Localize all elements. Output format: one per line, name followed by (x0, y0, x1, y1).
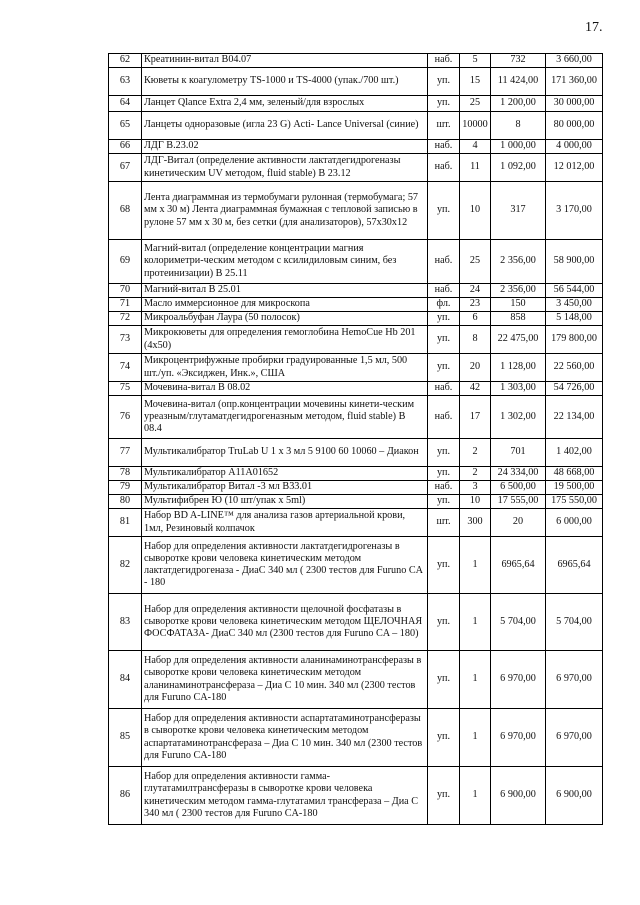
cell-qty: 24 (460, 284, 491, 298)
cell-unit: уп. (428, 326, 460, 354)
cell-total: 3 450,00 (546, 298, 603, 312)
cell-unit: уп. (428, 96, 460, 112)
cell-name: Мультикалибратор А11А01652 (142, 467, 428, 481)
cell-unit: уп. (428, 354, 460, 382)
cell-num: 79 (109, 481, 142, 495)
cell-total: 12 012,00 (546, 154, 603, 182)
cell-total: 48 668,00 (546, 467, 603, 481)
cell-qty: 2 (460, 439, 491, 467)
cell-name: Кюветы к коагулометру TS-1000 и TS-4000 (упак./700 шт.) (142, 68, 428, 96)
cell-unit: наб. (428, 154, 460, 182)
cell-total: 5 148,00 (546, 312, 603, 326)
cell-qty: 3 (460, 481, 491, 495)
cell-name: Набор для определения активности щелочной фосфатазы в сыворотке крови человека кинетическим методом ЩЕЛОЧНАЯ ФОСФАТАЗА- ДиаС 340 мл (2300 тестов для Furuno CA – 180) (142, 594, 428, 651)
cell-total: 1 402,00 (546, 439, 603, 467)
cell-name: Креатинин-витал В04.07 (142, 54, 428, 68)
cell-num: 74 (109, 354, 142, 382)
cell-total: 22 134,00 (546, 396, 603, 439)
cell-unit: наб. (428, 284, 460, 298)
cell-unit: шт. (428, 112, 460, 140)
cell-unit: уп. (428, 182, 460, 240)
cell-num: 80 (109, 495, 142, 509)
cell-total: 56 544,00 (546, 284, 603, 298)
cell-qty: 17 (460, 396, 491, 439)
cell-total: 58 900,00 (546, 240, 603, 284)
cell-total: 6 970,00 (546, 709, 603, 767)
cell-qty: 4 (460, 140, 491, 154)
cell-price: 8 (491, 112, 546, 140)
cell-total: 19 500,00 (546, 481, 603, 495)
cell-name: Ланцеты одноразовые (игла 23 G) Acti- Lance Universal (синие) (142, 112, 428, 140)
cell-total: 6 000,00 (546, 509, 603, 537)
cell-price: 1 000,00 (491, 140, 546, 154)
table-row (109, 495, 603, 509)
cell-unit: уп. (428, 439, 460, 467)
cell-price: 22 475,00 (491, 326, 546, 354)
table-row (109, 354, 603, 382)
table-row (109, 154, 603, 182)
cell-total: 5 704,00 (546, 594, 603, 651)
cell-price: 6 970,00 (491, 709, 546, 767)
cell-price: 6965,64 (491, 537, 546, 594)
table-row (109, 182, 603, 240)
cell-price: 6 970,00 (491, 651, 546, 709)
cell-name: Набор для определения активности аланинаминотрансферазы в сыворотке крови человека кинетическим методом аланинаминотрансфераза – Диа С 10 мин. 340 мл (2300 тестов для Furuno CA-180 (142, 651, 428, 709)
table-row (109, 467, 603, 481)
page-number: 17. (585, 20, 603, 35)
table-row (109, 509, 603, 537)
cell-name: Мочевина-витал (опр.концентрации мочевины кинети-ческим уреазным/глутаматдегидрогеназным методом, fluid stable) В 08.4 (142, 396, 428, 439)
table-row (109, 382, 603, 396)
cell-num: 76 (109, 396, 142, 439)
cell-price: 1 303,00 (491, 382, 546, 396)
cell-price: 6 900,00 (491, 767, 546, 825)
cell-price: 732 (491, 54, 546, 68)
cell-unit: фл. (428, 298, 460, 312)
cell-total: 6 900,00 (546, 767, 603, 825)
cell-num: 78 (109, 467, 142, 481)
table-row (109, 284, 603, 298)
table-row (109, 709, 603, 767)
table-row (109, 54, 603, 68)
cell-unit: уп. (428, 467, 460, 481)
cell-price: 20 (491, 509, 546, 537)
cell-unit: уп. (428, 495, 460, 509)
cell-name: Лента диаграммная из термобумаги рулонная (термобумага; 57 мм х 30 м) Лента диаграммная бумажная с тепловой записью в рулоне 57 мм х 30 м, без сетки (для анализаторов), 57х30х12 (142, 182, 428, 240)
table-row (109, 68, 603, 96)
cell-name: Набор BD A-LINE™ для анализа газов артериальной крови, 1мл, Резиновый колпачок (142, 509, 428, 537)
cell-qty: 10 (460, 182, 491, 240)
table-row (109, 481, 603, 495)
cell-name: Мультифибрен Ю (10 шт/упак х 5ml) (142, 495, 428, 509)
cell-name: ЛДГ В.23.02 (142, 140, 428, 154)
cell-num: 82 (109, 537, 142, 594)
cell-num: 86 (109, 767, 142, 825)
cell-name: Мочевина-витал В 08.02 (142, 382, 428, 396)
cell-qty: 5 (460, 54, 491, 68)
cell-num: 69 (109, 240, 142, 284)
cell-total: 6 970,00 (546, 651, 603, 709)
cell-unit: уп. (428, 767, 460, 825)
cell-qty: 1 (460, 709, 491, 767)
cell-qty: 42 (460, 382, 491, 396)
cell-num: 71 (109, 298, 142, 312)
cell-unit: наб. (428, 240, 460, 284)
cell-total: 30 000,00 (546, 96, 603, 112)
cell-price: 1 092,00 (491, 154, 546, 182)
cell-num: 75 (109, 382, 142, 396)
cell-name: Ланцет Qlance Extra 2,4 мм, зеленый/для взрослых (142, 96, 428, 112)
cell-unit: наб. (428, 54, 460, 68)
cell-name: Мультикалибратор TruLab U 1 х 3 мл 5 9100 60 10060 – Диакон (142, 439, 428, 467)
cell-num: 66 (109, 140, 142, 154)
cell-num: 70 (109, 284, 142, 298)
cell-qty: 1 (460, 537, 491, 594)
table-row (109, 651, 603, 709)
table-row (109, 298, 603, 312)
cell-total: 179 800,00 (546, 326, 603, 354)
cell-qty: 20 (460, 354, 491, 382)
cell-unit: уп. (428, 312, 460, 326)
cell-name: Масло иммерсионное для микроскопа (142, 298, 428, 312)
table-row (109, 439, 603, 467)
cell-price: 17 555,00 (491, 495, 546, 509)
cell-unit: наб. (428, 481, 460, 495)
cell-num: 63 (109, 68, 142, 96)
cell-name: ЛДГ-Витал (определение активности лактатдегидрогеназы кинетическим UV методом, fluid stable) В 23.12 (142, 154, 428, 182)
cell-qty: 10 (460, 495, 491, 509)
cell-name: Магний-витал В 25.01 (142, 284, 428, 298)
cell-num: 68 (109, 182, 142, 240)
cell-qty: 2 (460, 467, 491, 481)
table-row (109, 240, 603, 284)
cell-qty: 1 (460, 594, 491, 651)
cell-price: 701 (491, 439, 546, 467)
cell-name: Набор для определения активности лактатдегидрогеназы в сыворотке крови человека кинетическим методом лактатдегидрогеназа - ДиаС 340 мл ( 2300 тестов для Furuno CA - 180 (142, 537, 428, 594)
cell-price: 1 302,00 (491, 396, 546, 439)
cell-num: 64 (109, 96, 142, 112)
cell-unit: уп. (428, 709, 460, 767)
cell-price: 5 704,00 (491, 594, 546, 651)
cell-num: 85 (109, 709, 142, 767)
cell-unit: наб. (428, 140, 460, 154)
table-row (109, 96, 603, 112)
cell-total: 54 726,00 (546, 382, 603, 396)
cell-price: 858 (491, 312, 546, 326)
cell-total: 175 550,00 (546, 495, 603, 509)
cell-unit: уп. (428, 68, 460, 96)
cell-qty: 11 (460, 154, 491, 182)
cell-qty: 23 (460, 298, 491, 312)
cell-price: 150 (491, 298, 546, 312)
table-row (109, 594, 603, 651)
cell-unit: наб. (428, 396, 460, 439)
cell-name: Микрокюветы для определения гемоглобина HemoCue Hb 201 (4х50) (142, 326, 428, 354)
cell-total: 3 170,00 (546, 182, 603, 240)
table-row (109, 326, 603, 354)
cell-price: 24 334,00 (491, 467, 546, 481)
cell-total: 3 660,00 (546, 54, 603, 68)
cell-name: Магний-витал (определение концентрации магния колориметри-ческим методом с ксилидиловым синим, без протеинизации) В 25.11 (142, 240, 428, 284)
items-table (108, 53, 603, 825)
cell-total: 4 000,00 (546, 140, 603, 154)
cell-num: 73 (109, 326, 142, 354)
cell-qty: 10000 (460, 112, 491, 140)
cell-price: 11 424,00 (491, 68, 546, 96)
table-row (109, 112, 603, 140)
table-row (109, 537, 603, 594)
cell-num: 65 (109, 112, 142, 140)
cell-qty: 15 (460, 68, 491, 96)
cell-num: 72 (109, 312, 142, 326)
cell-qty: 25 (460, 240, 491, 284)
cell-num: 83 (109, 594, 142, 651)
cell-qty: 1 (460, 767, 491, 825)
cell-unit: шт. (428, 509, 460, 537)
cell-name: Набор для определения активности аспартатаминотрансферазы в сыворотке крови человека кинетическим методом аспартатаминотрансфераза – Диа С 10 мин. 340 мл (2300 тестов для Furuno CA-180 (142, 709, 428, 767)
table-row (109, 767, 603, 825)
cell-price: 317 (491, 182, 546, 240)
table-row (109, 396, 603, 439)
cell-total: 22 560,00 (546, 354, 603, 382)
cell-total: 80 000,00 (546, 112, 603, 140)
table-row (109, 312, 603, 326)
cell-total: 171 360,00 (546, 68, 603, 96)
cell-qty: 6 (460, 312, 491, 326)
cell-unit: уп. (428, 537, 460, 594)
cell-qty: 8 (460, 326, 491, 354)
cell-num: 84 (109, 651, 142, 709)
cell-qty: 1 (460, 651, 491, 709)
cell-qty: 25 (460, 96, 491, 112)
table-row (109, 140, 603, 154)
cell-price: 1 200,00 (491, 96, 546, 112)
cell-unit: уп. (428, 594, 460, 651)
cell-num: 81 (109, 509, 142, 537)
cell-name: Микроцентрифужные пробирки градуированные 1,5 мл, 500 шт./уп. «Эксиджен, Инк.», США (142, 354, 428, 382)
cell-price: 1 128,00 (491, 354, 546, 382)
items-table-body (109, 54, 603, 825)
cell-num: 77 (109, 439, 142, 467)
cell-price: 6 500,00 (491, 481, 546, 495)
cell-price: 2 356,00 (491, 240, 546, 284)
cell-price: 2 356,00 (491, 284, 546, 298)
cell-name: Микроальбуфан Лаура (50 полосок) (142, 312, 428, 326)
cell-num: 67 (109, 154, 142, 182)
cell-unit: уп. (428, 651, 460, 709)
cell-total: 6965,64 (546, 537, 603, 594)
cell-name: Мультикалибратор Витал -3 мл В33.01 (142, 481, 428, 495)
cell-name: Набор для определения активности гамма- глутатамилтрансферазы в сыворотке крови человека кинетическим методом гамма-глутатамил трансфераза – Диа С 340 мл ( 2300 тестов для Furuno CA-180 (142, 767, 428, 825)
cell-qty: 300 (460, 509, 491, 537)
cell-unit: наб. (428, 382, 460, 396)
cell-num: 62 (109, 54, 142, 68)
